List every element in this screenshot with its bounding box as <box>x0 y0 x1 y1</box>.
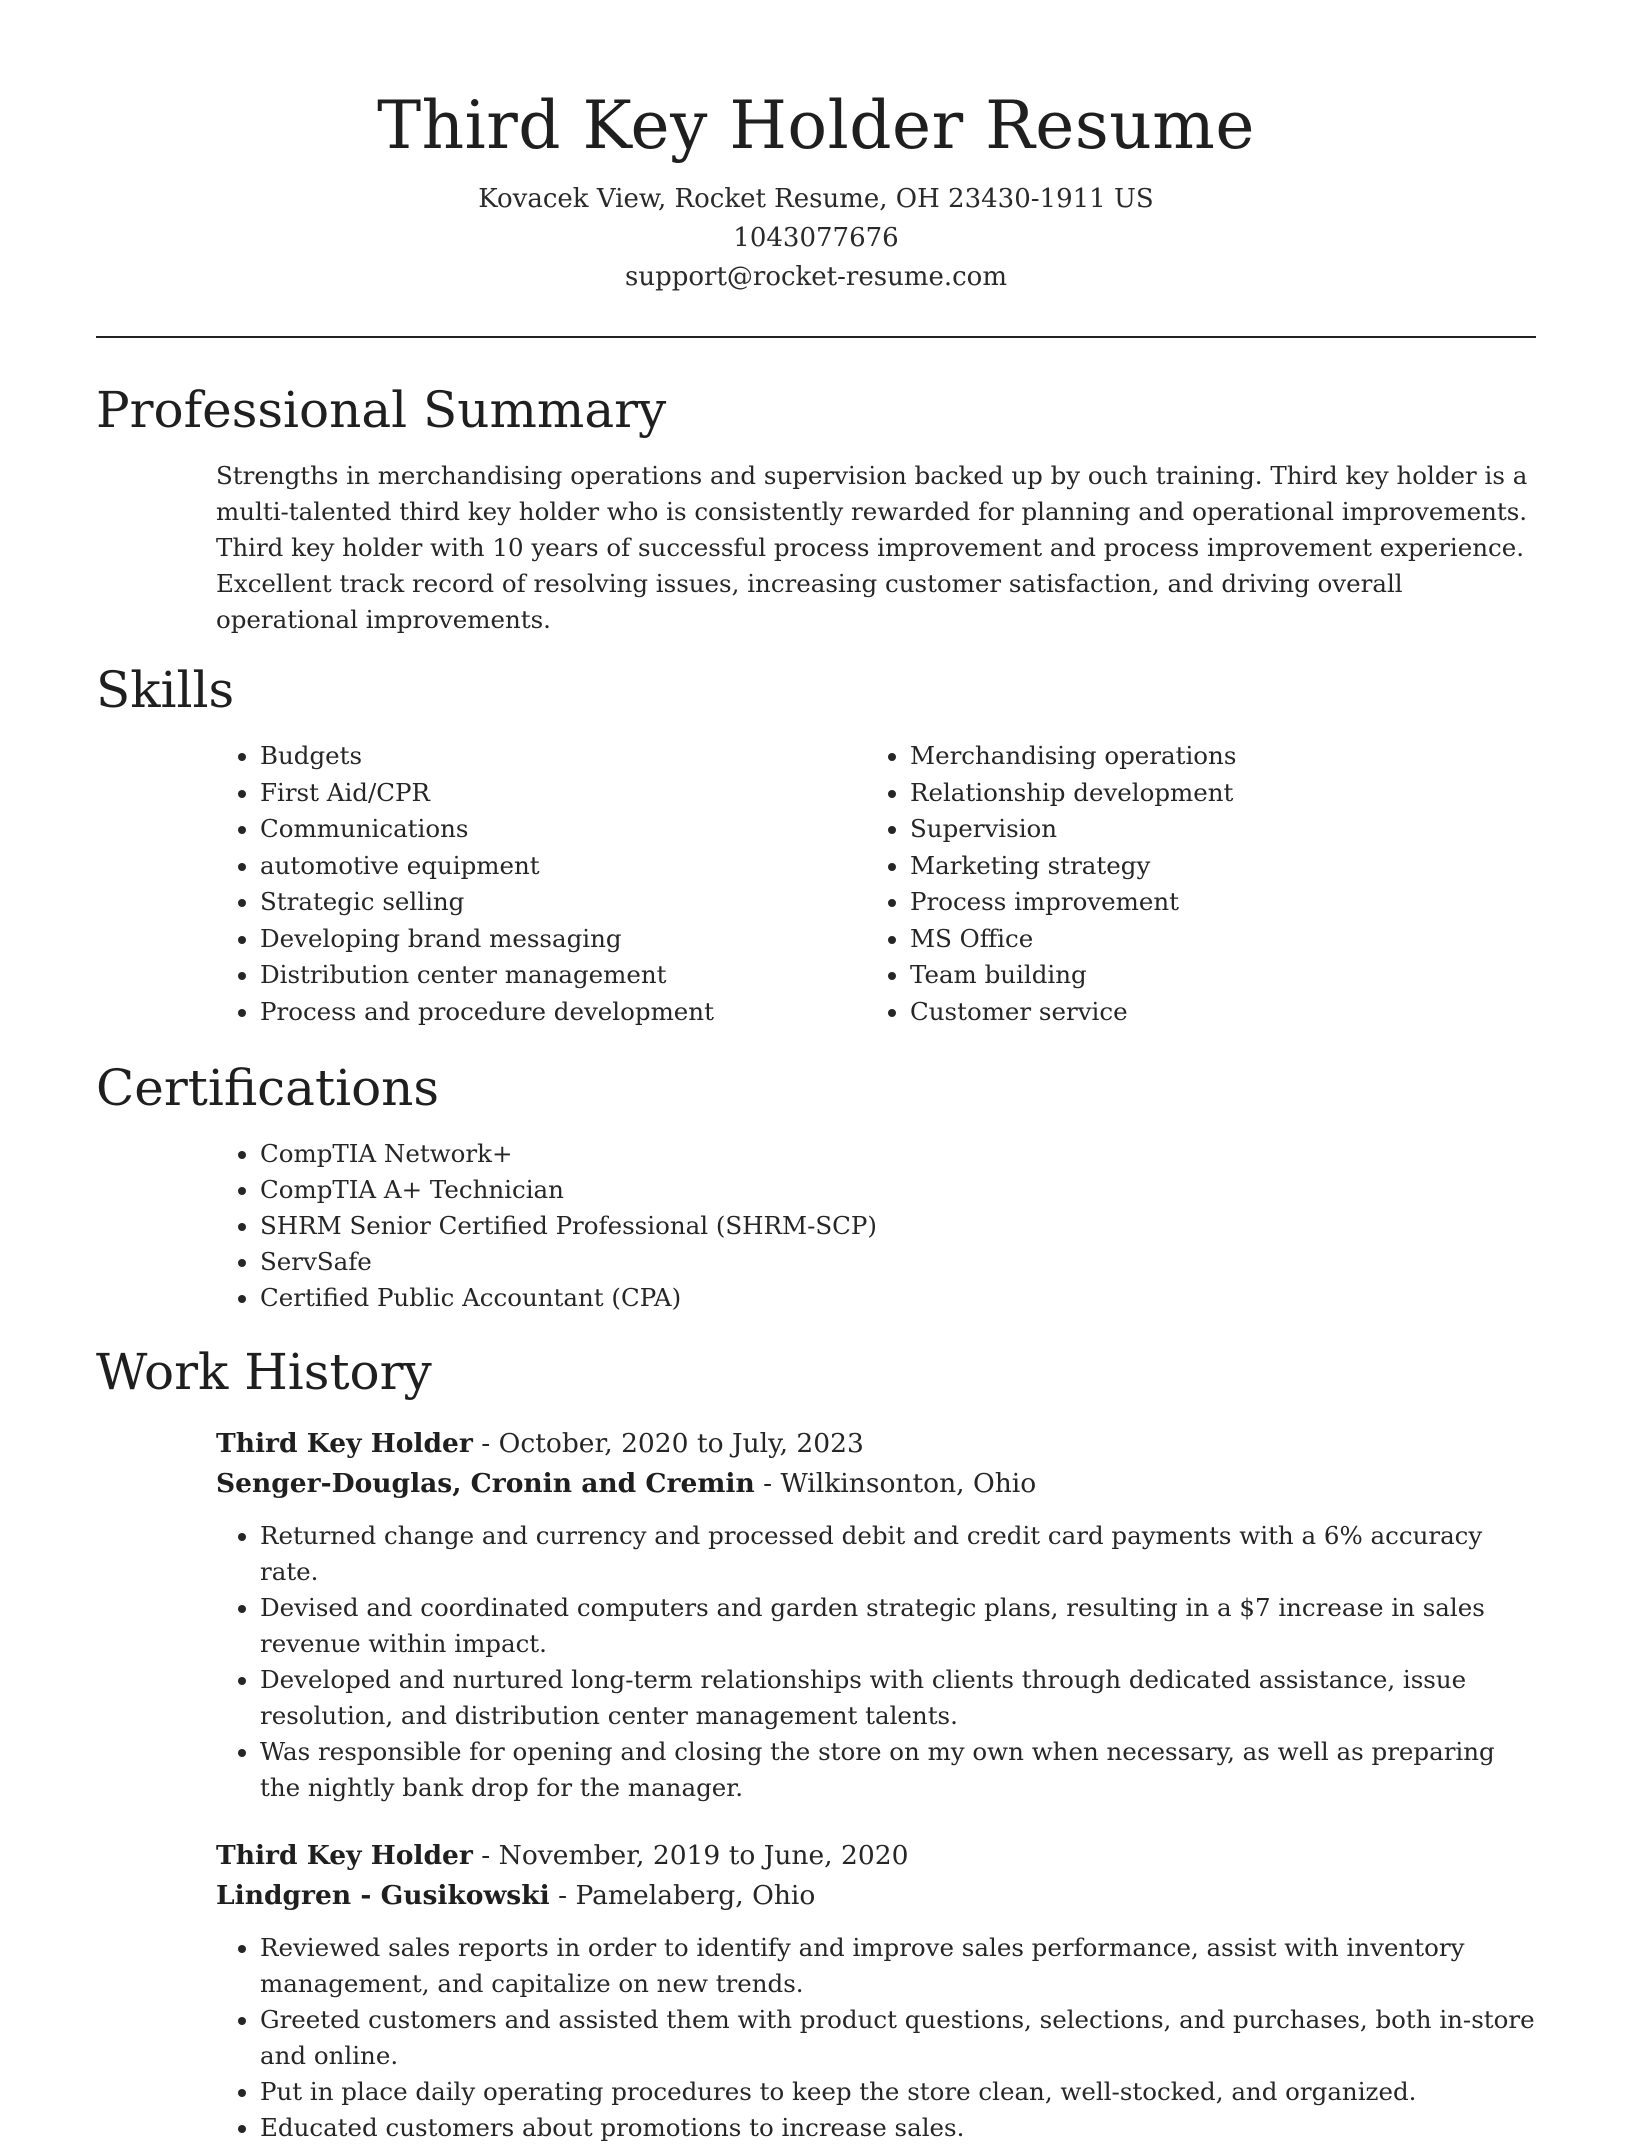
skill-item: • First Aid/CPR <box>260 775 866 812</box>
section-work-history <box>96 1342 1536 2146</box>
resume-title: Third Key Holder Resume <box>377 87 1255 164</box>
work-history-heading: Work History <box>96 1343 432 1401</box>
job-bullet: • Reviewed sales reports in order to identify and improve sales performance, assist with inventory management, and capitalize on new trends. <box>260 1930 1536 2002</box>
job-entry <box>216 1424 1536 1806</box>
summary-heading: Professional Summary <box>96 381 667 439</box>
job-bullet: • Educated customers about promotions to increase sales. <box>260 2110 1536 2146</box>
skill-item: • Supervision <box>910 811 1516 848</box>
job-bullet: • Put in place daily operating procedures to keep the store clean, well-stocked, and organized. <box>260 2074 1536 2110</box>
job-bullets <box>216 1930 1536 2146</box>
job-dates: November, 2019 to June, 2020 <box>498 1840 909 1871</box>
job-company-line: Lindgren - Gusikowski - Pamelaberg, Ohio <box>216 1880 816 1911</box>
contact-email: support@rocket-resume.com <box>624 262 1007 292</box>
job-bullet: • Greeted customers and assisted them with product questions, selections, and purchases, both in-store and online. <box>260 2002 1536 2074</box>
skills-column-right <box>866 738 1516 1030</box>
job-dates: October, 2020 to July, 2023 <box>498 1428 864 1459</box>
skill-item: • Communications <box>260 811 866 848</box>
job-bullet: • Developed and nurtured long-term relationships with clients through dedicated assistance, issue resolution, and distribution center management talents. <box>260 1662 1536 1734</box>
skill-item: • automotive equipment <box>260 848 866 885</box>
job-title: Third Key Holder <box>216 1840 473 1871</box>
skill-item: • Developing brand messaging <box>260 921 866 958</box>
certifications-heading: Certifications <box>96 1059 440 1117</box>
certification-item: • ServSafe <box>260 1244 1536 1280</box>
skill-item: • Distribution center management <box>260 957 866 994</box>
job-bullets <box>216 1518 1536 1806</box>
contact-block <box>96 180 1536 297</box>
certification-item: • CompTIA A+ Technician <box>260 1172 1536 1208</box>
job-bullet: • Returned change and currency and processed debit and credit card payments with a 6% accuracy rate. <box>260 1518 1536 1590</box>
job-location: Wilkinsonton, Ohio <box>780 1468 1037 1499</box>
skill-item: • Strategic selling <box>260 884 866 921</box>
job-title: Third Key Holder <box>216 1428 473 1459</box>
skill-item: • Marketing strategy <box>910 848 1516 885</box>
job-company-line: Senger-Douglas, Cronin and Cremin - Wilkinsonton, Ohio <box>216 1468 1037 1499</box>
job-location: Pamelaberg, Ohio <box>575 1880 816 1911</box>
skill-item: • Relationship development <box>910 775 1516 812</box>
certification-item: • SHRM Senior Certified Professional (SHRM-SCP) <box>260 1208 1536 1244</box>
header-divider <box>96 336 1536 338</box>
job-company: Lindgren - Gusikowski <box>216 1880 550 1911</box>
skill-item: • Process and procedure development <box>260 994 866 1031</box>
section-certifications <box>96 1058 1536 1316</box>
job-title-line: Third Key Holder - October, 2020 to July, 2023 <box>216 1428 864 1459</box>
job-title-line: Third Key Holder - November, 2019 to June, 2020 <box>216 1840 909 1871</box>
certification-item: • Certified Public Accountant (CPA) <box>260 1280 1536 1316</box>
skill-item: • MS Office <box>910 921 1516 958</box>
skills-grid <box>216 738 1536 1030</box>
skill-item: • Customer service <box>910 994 1516 1031</box>
skill-item: • Merchandising operations <box>910 738 1516 775</box>
skill-item: • Budgets <box>260 738 866 775</box>
summary-text: Strengths in merchandising operations and supervision backed up by ouch training. Third key holder is a multi-talented third key holder who is consistently rewarded for planning and operational improvements. Third key holder with 10 years of successful process improvement and process improvement experience. Excellent track record of resolving issues, increasing customer satisfaction, and driving overall operational improvements. <box>216 461 1528 634</box>
skill-item: • Process improvement <box>910 884 1516 921</box>
certifications-list <box>216 1136 1536 1316</box>
job-bullet: • Devised and coordinated computers and garden strategic plans, resulting in a $7 increase in sales revenue within impact. <box>260 1590 1536 1662</box>
contact-phone: 1043077676 <box>733 223 899 253</box>
contact-address: Kovacek View, Rocket Resume, OH 23430-1911 US <box>478 184 1154 214</box>
certification-item: • CompTIA Network+ <box>260 1136 1536 1172</box>
section-professional-summary <box>96 380 1536 638</box>
skill-item: • Team building <box>910 957 1516 994</box>
job-entry <box>216 1836 1536 2146</box>
skills-column-left <box>216 738 866 1030</box>
job-company: Senger-Douglas, Cronin and Cremin <box>216 1468 755 1499</box>
job-bullet: • Was responsible for opening and closing the store on my own when necessary, as well as preparing the nightly bank drop for the manager. <box>260 1734 1536 1806</box>
skills-heading: Skills <box>96 661 235 719</box>
section-skills <box>96 660 1536 1030</box>
resume-header <box>96 0 1536 297</box>
